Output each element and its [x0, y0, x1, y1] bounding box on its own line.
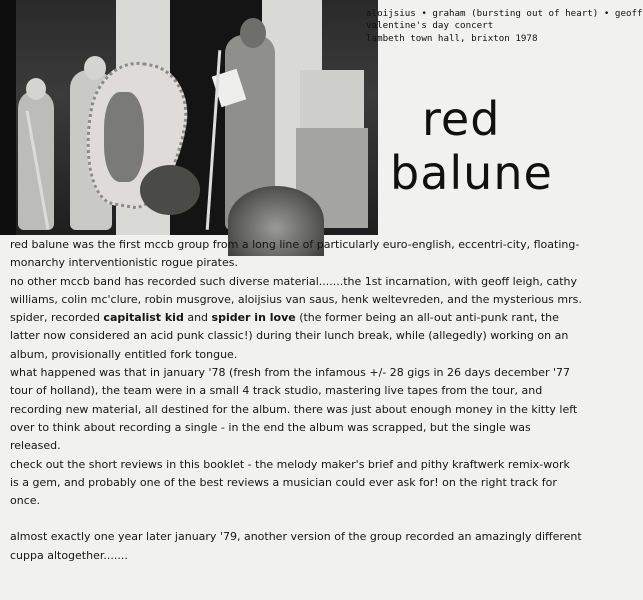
- text-line: [10, 309, 598, 327]
- text-line: cuppa altogether.......: [10, 548, 128, 562]
- performer-head: [240, 18, 266, 48]
- text-line: what happened was that in january '78 (fresh from the infamous +/- 28 gigs in 26 days december '77: [10, 366, 571, 380]
- text-run: and: [183, 311, 212, 325]
- text-line: no other mccb band has recorded such diverse material.......the 1st incarnation, with geoff leigh, cathy: [10, 274, 578, 288]
- performer-head: [26, 78, 46, 100]
- text-line: monarchy interventionistic rogue pirates.: [10, 256, 238, 270]
- title-line: balune: [390, 146, 553, 200]
- text-line: check out the short reviews in this booklet - the melody maker's brief and pithy kraftwerk remix-work: [10, 457, 570, 471]
- song-title-capitalist-kid: capitalist kid: [103, 311, 184, 325]
- text-line: once.: [10, 494, 41, 508]
- text-line: over to think about recording a single - in the end the album was scrapped, but the single was: [10, 420, 531, 434]
- photo-caption: [366, 8, 643, 45]
- text-line: released.: [10, 439, 61, 453]
- caption-line: aloijsius • graham (bursting out of heart) • geoff: [366, 8, 643, 19]
- article-body: [10, 236, 598, 565]
- caption-line: valentine's day concert: [366, 20, 494, 32]
- text-line: recording new material, all destined for the album. there was just about enough money in the kitty left: [10, 402, 578, 416]
- caption-line: lambeth town hall, brixton 1978: [366, 32, 538, 44]
- text-run: (the former being an all-out anti-punk rant, the: [295, 311, 559, 325]
- song-title-spider-in-love: spider in love: [211, 311, 296, 325]
- text-line: latter now considered an acid punk classic!) during their lunch break, while (allegedly) working on an: [10, 329, 569, 343]
- text-line: album, provisionally entitled fork tongue.: [10, 347, 238, 361]
- stage-curtain: [0, 0, 16, 235]
- text-line: tour of holland), the team were in a small 4 track studio, mastering live tapes from the tour, and: [10, 384, 543, 398]
- title-line: red: [422, 92, 501, 146]
- amplifier: [300, 70, 364, 130]
- drum-kit: [140, 165, 200, 215]
- text-line: almost exactly one year later january '79, another version of the group recorded an amazingly different: [10, 530, 582, 544]
- concert-photo: [0, 0, 378, 235]
- heart-prop-inner: [104, 92, 144, 182]
- paragraph-gap: [10, 510, 598, 528]
- text-line: red balune was the first mccb group from a long line of particularly euro-english, eccentri-city, floating-: [10, 238, 580, 251]
- page-title: [390, 92, 590, 200]
- text-run: spider, recorded: [10, 311, 104, 325]
- text-line: williams, colin mc'clure, robin musgrove, aloijsius van saus, henk weltevreden, and the mysterious mrs.: [10, 292, 582, 306]
- performer-head: [84, 56, 106, 80]
- text-line: is a gem, and probably one of the best reviews a musician could ever ask for! on the right track for: [10, 475, 557, 489]
